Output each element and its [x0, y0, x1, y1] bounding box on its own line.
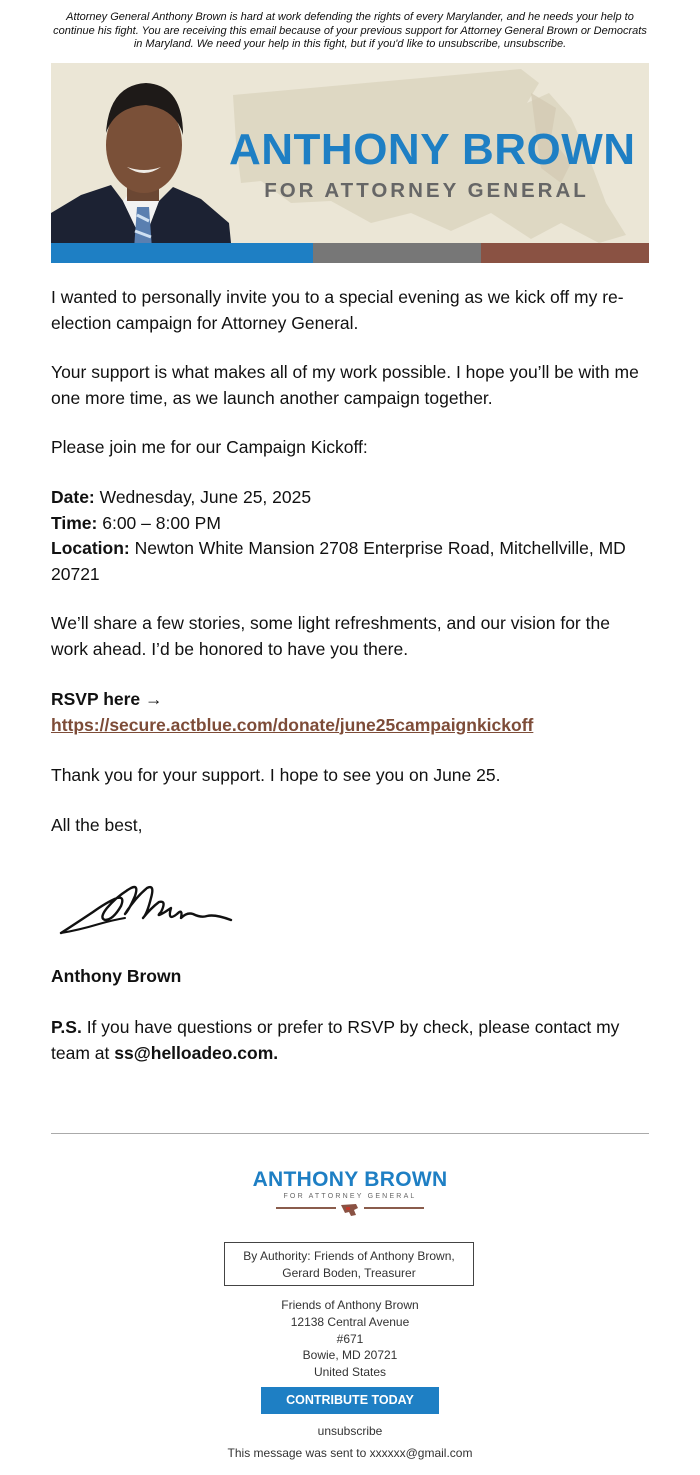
postscript: P.S. If you have questions or prefer to RSVP by check, please contact my team at ss@helloadeo.com.: [51, 1017, 620, 1063]
mailing-address: Friends of Anthony Brown 12138 Central Avenue #671 Bowie, MD 20721 United States: [281, 1298, 419, 1380]
preheader-text: Attorney General Anthony Brown is hard at work defending the rights of every Marylander, and he needs your help to continue his fight. You are receiving this email because of your previous support for Attorney General Brown or Democrats in Maryland. We need your help in this fight, but if you'd like to unsubscribe, unsubscribe.: [53, 11, 647, 50]
contribute-button[interactable]: CONTRIBUTE TODAY: [261, 1387, 439, 1414]
hero-subtitle: FOR ATTORNEY GENERAL: [264, 179, 589, 202]
paragraph-join: Please join me for our Campaign Kickoff:: [51, 437, 368, 457]
hero-bar-blue: [51, 243, 313, 263]
event-time: Time: 6:00 – 8:00 PM: [51, 512, 221, 533]
sent-to-notice: This message was sent to xxxxxx@gmail.com: [227, 1446, 473, 1460]
signature-image: [55, 878, 240, 940]
maryland-flag-icon: [340, 1203, 360, 1217]
event-details: [51, 485, 649, 587]
paragraph-invite: I wanted to personally invite you to a special evening as we kick off my re-election campaign for Attorney General.: [51, 287, 624, 333]
hero-bar-gray: [313, 243, 481, 263]
paragraph-thanks: Thank you for your support. I hope to see you on June 25.: [51, 765, 501, 785]
footer-logo-rule-right: [364, 1207, 424, 1209]
portrait-photo: [51, 83, 233, 263]
hero-bar-brown: [481, 243, 649, 263]
unsubscribe-link[interactable]: unsubscribe: [317, 1424, 383, 1438]
footer-logo-name: ANTHONY BROWN: [252, 1168, 448, 1191]
signature-name: Anthony Brown: [51, 966, 182, 986]
rsvp-label: RSVP here →: [51, 689, 163, 709]
hero-candidate-name: ANTHONY BROWN: [229, 125, 636, 174]
recipient-email: xxxxxx@gmail.com: [369, 1446, 473, 1460]
authority-box: By Authority: Friends of Anthony Brown, Gerard Boden, Treasurer: [224, 1242, 474, 1286]
footer-logo-rule-left: [276, 1207, 336, 1209]
paragraph-stories: We’ll share a few stories, some light refreshments, and our vision for the work ahead. I’d be honored to have you there.: [51, 613, 610, 659]
paragraph-support: Your support is what makes all of my work possible. I hope you’ll be with me one more time, as we launch another campaign together.: [51, 362, 639, 408]
event-location: Location: Newton White Mansion 2708 Enterprise Road, Mitchellville, MD 20721: [51, 538, 626, 584]
footer-logo-subtitle: FOR ATTORNEY GENERAL: [283, 1193, 417, 1200]
rsvp-block: [51, 687, 649, 738]
event-date: Date: Wednesday, June 25, 2025: [51, 487, 312, 507]
rsvp-link[interactable]: https://secure.actblue.com/donate/june25campaignkickoff: [51, 714, 534, 735]
closing-text: All the best,: [51, 815, 143, 835]
contact-email: ss@helloadeo.com.: [114, 1042, 279, 1063]
hero-banner: [51, 63, 649, 263]
footer-divider: [51, 1133, 649, 1134]
